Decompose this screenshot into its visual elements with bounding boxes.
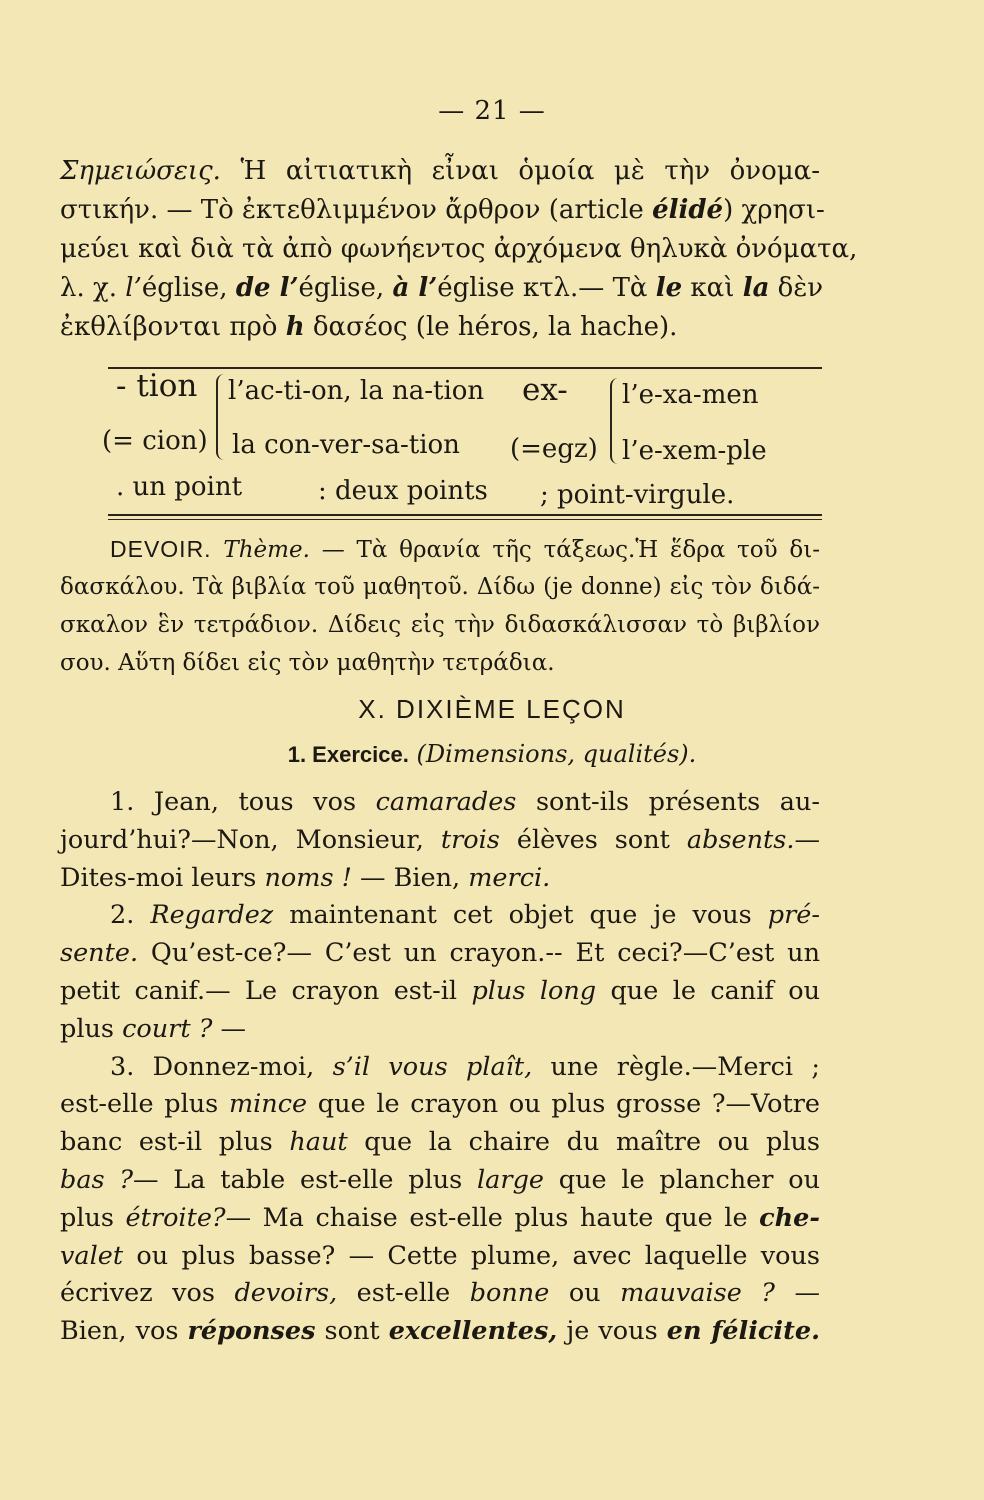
- text: 1. Jean, tous vos: [110, 787, 376, 817]
- exercise-line: [60, 1313, 820, 1351]
- text: banc est-il plus: [60, 1127, 290, 1158]
- devoir-line: σου. Αὕτη δίδει εἰς τὸν μαθητὴν τετράδια.: [60, 650, 555, 676]
- text: Qu’est-ce?— C’est un crayon.-- Et ceci?—C’est un: [138, 938, 820, 969]
- italic-text: haut: [289, 1127, 348, 1158]
- text: église κτλ.— Τὰ: [437, 273, 656, 303]
- brace: [216, 374, 226, 460]
- notes-line: [60, 269, 824, 308]
- text: ou plus basse? — Cette plume, avec laquelle vous: [123, 1240, 820, 1271]
- text: — Τὰ θρανία τῆς τάξεως.Ἡ ἕδρα τοῦ δι-: [309, 537, 821, 563]
- italic-text: merci.: [468, 862, 551, 893]
- italic-text: court ?: [122, 1013, 213, 1044]
- text: —: [794, 824, 820, 855]
- exercise-subtitle: (Dimensions, qualités).: [416, 740, 697, 768]
- text: — Bien,: [351, 862, 469, 893]
- text: 2.: [110, 900, 151, 931]
- text: une règle.—Merci ;: [532, 1051, 820, 1082]
- text: je vous: [557, 1316, 667, 1347]
- exercise-line: [60, 1162, 820, 1200]
- devoir-label: DEVOIR.: [110, 536, 212, 562]
- italic-text: étroite?: [125, 1202, 226, 1233]
- italic-text: camarades: [375, 787, 517, 817]
- ex-example-2: l’e-xem-ple: [622, 436, 767, 466]
- text: que le crayon ou plus grosse ?—Votre: [307, 1089, 821, 1120]
- devoir-line: δασκάλου. Τὰ βιβλία τοῦ μαθητοῦ. Δίδω (je donne) εἰς τὸν διδά-: [60, 574, 820, 600]
- text: —: [212, 1013, 246, 1044]
- text: — Ma chaise est-elle plus haute que le: [225, 1202, 760, 1233]
- text: μεύει καὶ διὰ τὰ ἀπὸ φωνήεντος ἀρχόμενα θηλυκὰ ὀνόματα,: [60, 234, 858, 264]
- italic-text: de l’: [235, 273, 299, 303]
- italic-text: l’: [125, 273, 142, 303]
- italic-text: plus long: [471, 975, 597, 1006]
- italic-text: bas ?: [60, 1164, 134, 1195]
- exercise-line: [60, 784, 820, 822]
- italic-text: trois: [440, 824, 500, 855]
- italic-text: mauvaise ?: [620, 1278, 775, 1309]
- notes-line: [60, 152, 820, 191]
- italic-text: élidé: [652, 195, 724, 225]
- italic-text: valet: [60, 1240, 124, 1271]
- text: ou: [549, 1278, 621, 1309]
- exercise-line: [60, 1124, 820, 1162]
- italic-text: pré-: [767, 900, 820, 931]
- text: 3. Donnez-moi,: [110, 1051, 333, 1082]
- text: Bien, vos: [60, 1316, 188, 1347]
- text: est-elle plus: [60, 1089, 229, 1120]
- point-virgule-label: ; point-virgule.: [540, 480, 735, 510]
- exercise-line: [60, 897, 820, 935]
- exercise-line: [60, 1086, 820, 1124]
- text: δὲν: [769, 273, 824, 303]
- devoir-line: [60, 530, 820, 568]
- italic-text: mince: [228, 1089, 308, 1120]
- devoir-line: σκαλον ἓν τετράδιον. Δίδεις εἰς τὴν διδασκάλισσαν τὸ βιβλίον: [60, 612, 820, 638]
- italic-text: large: [477, 1164, 544, 1195]
- exercise-line: [60, 973, 820, 1011]
- text: στικήν. — Τὸ ἐκτεθλιμμένον ἄρθρον (article: [60, 195, 653, 225]
- text: plus: [60, 1013, 123, 1044]
- notes-line: [60, 230, 858, 269]
- text: maintenant cet objet que je vous: [273, 900, 768, 931]
- text: —: [774, 1278, 820, 1309]
- brace: [610, 378, 620, 464]
- ex-example-1: l’e-xa-men: [622, 380, 759, 410]
- divider: [108, 514, 822, 516]
- text: sont-ils présents au-: [516, 787, 820, 817]
- text: élèves sont: [499, 824, 687, 855]
- notes-line: [60, 308, 820, 347]
- text: jourd’hui?—Non, Monsieur,: [60, 824, 441, 855]
- tion-example-2: la con-ver-sa-tion: [232, 430, 460, 460]
- italic-text: s’il vous plaît,: [332, 1051, 533, 1082]
- exercise-label: 1. Exercice.: [287, 742, 409, 767]
- page-number: — 21 —: [438, 96, 546, 126]
- italic-text: excellentes,: [388, 1316, 558, 1347]
- exercise-line: [60, 822, 820, 860]
- text: plus: [60, 1202, 126, 1233]
- divider: [108, 519, 822, 520]
- text: que le plancher ou: [544, 1164, 820, 1195]
- italic-text: la: [742, 273, 770, 303]
- exercise-line: [60, 1049, 820, 1087]
- exercise-line: [60, 1011, 820, 1049]
- deux-points-label: : deux points: [318, 476, 488, 506]
- ex-label: ex-: [522, 372, 568, 408]
- text: écrivez vos: [60, 1278, 235, 1309]
- notes-paragraph: [60, 152, 858, 347]
- text: — La table est-elle plus: [133, 1164, 478, 1195]
- italic-text: noms !: [264, 862, 352, 893]
- text: église,: [298, 273, 393, 303]
- text: ) χρησι-: [723, 195, 825, 225]
- tion-example-1: l’ac-ti-on, la na-tion: [228, 376, 485, 406]
- exercise-heading: [0, 740, 984, 768]
- text: église,: [141, 273, 236, 303]
- notes-heading: Σημειώσεις.: [60, 156, 221, 186]
- text: Ἡ αἰτιατικὴ εἶναι ὁμοία μὲ τὴν ὀνομα-: [220, 156, 820, 186]
- italic-text: bonne: [469, 1278, 550, 1309]
- lesson-title: X. DIXIÈME LEÇON: [358, 694, 626, 724]
- theme-label: Thème.: [223, 537, 310, 563]
- italic-text: h: [285, 312, 305, 342]
- text: ἐκθλίβονται πρὸ: [60, 312, 286, 342]
- notes-line: [60, 191, 825, 230]
- italic-text: devoirs,: [234, 1278, 338, 1309]
- italic-text: en félicite.: [666, 1316, 820, 1347]
- point-label: . un point: [116, 472, 243, 502]
- text: Dites-moi leurs: [60, 862, 265, 893]
- exercise-line: [60, 1200, 820, 1238]
- italic-text: che-: [759, 1202, 820, 1233]
- italic-text: sente.: [60, 938, 139, 969]
- exercise-line: [60, 1275, 820, 1313]
- devoir-paragraph: [60, 530, 820, 682]
- egz-label: (=egz): [510, 434, 598, 464]
- exercise-line: [60, 935, 820, 973]
- text: λ. χ.: [60, 273, 126, 303]
- text: est-elle: [337, 1278, 470, 1309]
- text: que le canif ou: [596, 975, 820, 1006]
- italic-text: à l’: [392, 273, 438, 303]
- italic-text: absents.: [686, 824, 795, 855]
- italic-text: le: [655, 273, 683, 303]
- text: δασέος (le héros, la hache).: [304, 312, 678, 342]
- italic-text: réponses: [187, 1316, 316, 1347]
- tion-label: - tion: [116, 368, 198, 404]
- exercise-line: [60, 860, 820, 898]
- text: que la chaire du maître ou plus: [347, 1127, 820, 1158]
- cion-label: (= cion): [102, 426, 208, 456]
- pronunciation-table: [102, 366, 822, 514]
- italic-text: Regardez: [150, 900, 274, 931]
- exercise-text: [60, 784, 820, 1351]
- exercise-line: [60, 1238, 820, 1276]
- text: καὶ: [682, 273, 743, 303]
- text: sont: [315, 1316, 389, 1347]
- text: petit canif.— Le crayon est-il: [60, 975, 472, 1006]
